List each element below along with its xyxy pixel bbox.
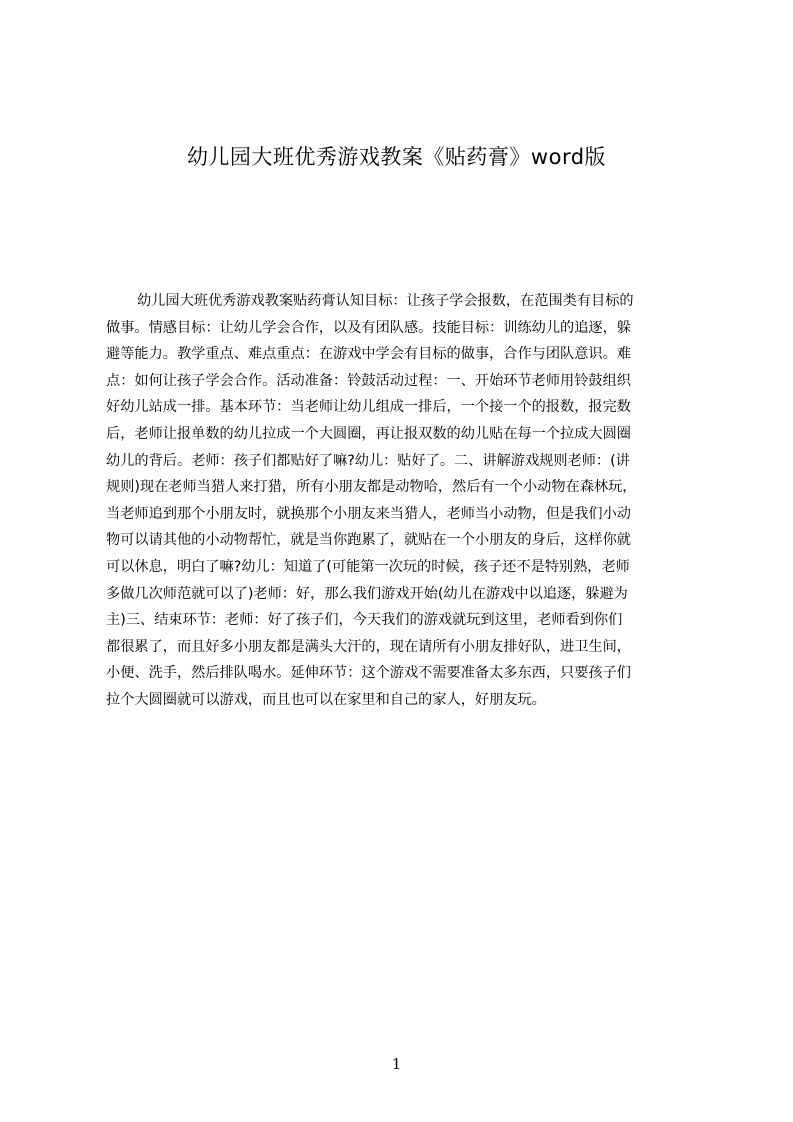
body-line: 点：如何让孩子学会合作。活动准备：铃鼓活动过程：一、开始环节老师用铃鼓组织 [106, 372, 631, 389]
body-line: 主)三、结束环节：老师：好了孩子们，今天我们的游戏就玩到这里，老师看到你们 [106, 612, 623, 629]
body-line: 避等能力。教学重点、难点重点：在游戏中学会有目标的做事，合作与团队意识。难 [106, 346, 631, 363]
body-line: 后，老师让报单数的幼儿拉成一个大圆圈，再让报双数的幼儿贴在每一个拉成大圆圈 [106, 425, 631, 442]
body-line: 多做几次师范就可以了)老师：好，那么我们游戏开始(幼儿在游戏中以追逐，躲避为 [106, 585, 628, 602]
body-line: 物可以请其他的小动物帮忙，就是当你跑累了，就贴在一个小朋友的身后，这样你就 [106, 532, 631, 549]
body-line: 幼儿园大班优秀游戏教案贴药膏认知目标：让孩子学会报数，在范围类有目标的 [137, 293, 634, 309]
body-line: 好幼儿站成一排。基本环节：当老师让幼儿组成一排后，一个接一个的报数，报完数 [106, 399, 631, 416]
body-line: 小便、洗手，然后排队喝水。延伸环节：这个游戏不需要准备太多东西，只要孩子们 [106, 665, 631, 682]
body-line: 拉个大圆圈就可以游戏，而且也可以在家里和自己的家人，好朋友玩。 [106, 691, 546, 708]
body-line: 幼儿的背后。老师：孩子们都贴好了嘛?幼儿：贴好了。二、讲解游戏规则老师：(讲 [106, 452, 630, 469]
body-line: 可以休息，明白了嘛?幼儿：知道了(可能第一次玩的时候，孩子还不是特别熟，老师 [106, 558, 630, 575]
body-line: 做事。情感目标：让幼儿学会合作，以及有团队感。技能目标：训练幼儿的追逐，躲 [106, 319, 631, 336]
body-line: 都很累了，而且好多小朋友都是满头大汗的，现在请所有小朋友排好队，进卫生间， [106, 638, 631, 655]
document-body [106, 288, 698, 714]
page-number: 1 [391, 1055, 402, 1073]
document-title: 幼儿园大班优秀游戏教案《贴药膏》word版 [186, 145, 607, 169]
body-line: 规则)现在老师当猎人来打猎，所有小朋友都是动物哈，然后有一个小动物在森林玩， [106, 479, 637, 496]
body-line: 当老师追到那个小朋友时，就换那个小朋友来当猎人，老师当小动物，但是我们小动 [106, 505, 631, 522]
